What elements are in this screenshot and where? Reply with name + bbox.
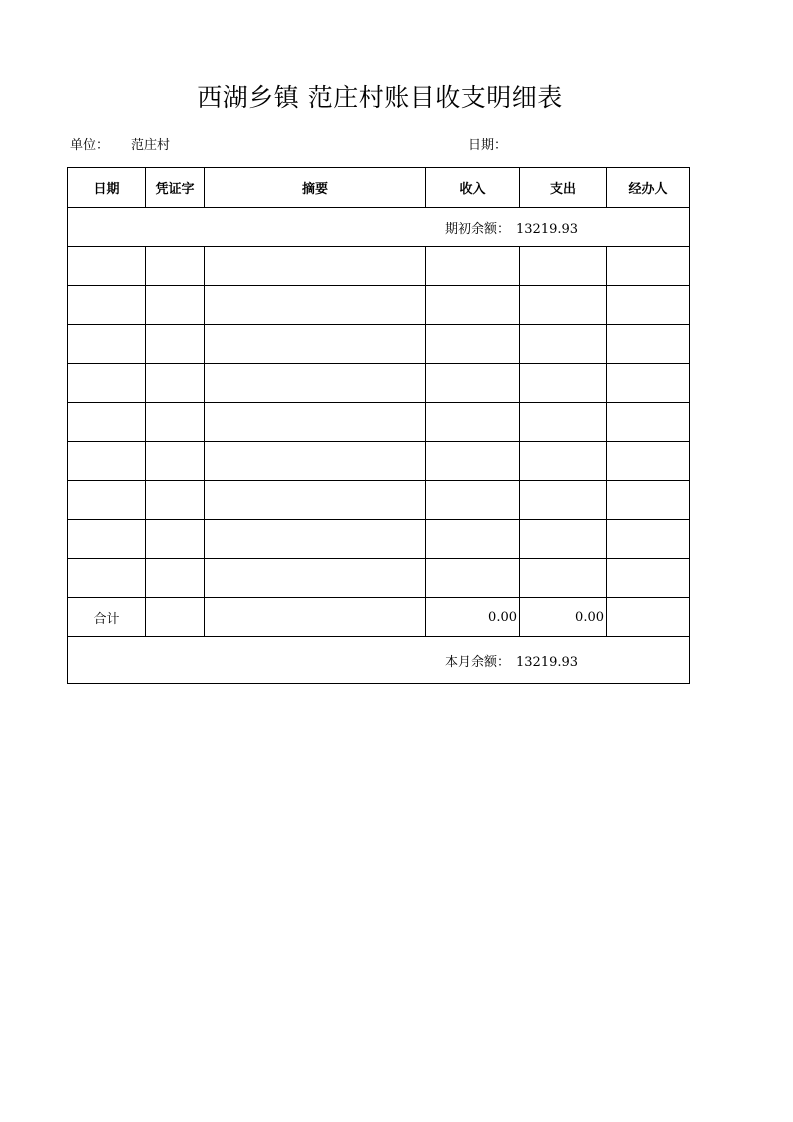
date-cell bbox=[68, 442, 146, 481]
summary-cell bbox=[205, 442, 426, 481]
handler-cell bbox=[607, 286, 690, 325]
unit-label: 单位： bbox=[70, 138, 110, 153]
summary-cell bbox=[205, 403, 426, 442]
summary-cell bbox=[205, 481, 426, 520]
table-row bbox=[68, 325, 690, 364]
closing-balance-label: 本月余额： bbox=[445, 654, 511, 670]
total-expense: 0.00 bbox=[520, 598, 607, 637]
expense-cell bbox=[520, 403, 607, 442]
income-cell bbox=[426, 403, 520, 442]
header-summary: 摘要 bbox=[205, 168, 426, 208]
handler-cell bbox=[607, 559, 690, 598]
table-row bbox=[68, 520, 690, 559]
handler-cell bbox=[607, 325, 690, 364]
unit-value: 范庄村 bbox=[131, 138, 171, 153]
income-cell bbox=[426, 520, 520, 559]
header-row bbox=[68, 168, 690, 208]
header-date: 日期 bbox=[68, 168, 146, 208]
voucher-cell bbox=[146, 559, 205, 598]
table-row bbox=[68, 364, 690, 403]
table-row bbox=[68, 559, 690, 598]
income-cell bbox=[426, 442, 520, 481]
voucher-cell bbox=[146, 403, 205, 442]
summary-cell bbox=[205, 286, 426, 325]
handler-cell bbox=[607, 481, 690, 520]
date-cell bbox=[68, 481, 146, 520]
header-expense: 支出 bbox=[520, 168, 607, 208]
handler-cell bbox=[607, 442, 690, 481]
expense-cell bbox=[520, 286, 607, 325]
voucher-cell bbox=[146, 325, 205, 364]
table-row bbox=[68, 286, 690, 325]
expense-cell bbox=[520, 559, 607, 598]
income-cell bbox=[426, 481, 520, 520]
voucher-cell bbox=[146, 364, 205, 403]
date-cell bbox=[68, 520, 146, 559]
handler-cell bbox=[607, 403, 690, 442]
closing-balance-row bbox=[68, 637, 690, 684]
closing-balance-cell bbox=[68, 637, 690, 684]
total-handler-cell bbox=[607, 598, 690, 637]
opening-balance-row bbox=[68, 208, 690, 247]
table-row bbox=[68, 403, 690, 442]
header-handler: 经办人 bbox=[607, 168, 690, 208]
summary-cell bbox=[205, 247, 426, 286]
voucher-cell bbox=[146, 481, 205, 520]
handler-cell bbox=[607, 364, 690, 403]
summary-cell bbox=[205, 364, 426, 403]
date-cell bbox=[68, 559, 146, 598]
summary-cell bbox=[205, 520, 426, 559]
date-cell bbox=[68, 247, 146, 286]
closing-balance-amount: 13219.93 bbox=[516, 654, 579, 670]
date-label: 日期： bbox=[468, 138, 508, 153]
expense-cell bbox=[520, 442, 607, 481]
handler-cell bbox=[607, 247, 690, 286]
expense-cell bbox=[520, 325, 607, 364]
ledger-table bbox=[67, 167, 690, 684]
expense-cell bbox=[520, 481, 607, 520]
total-label: 合计 bbox=[68, 598, 146, 637]
table-row bbox=[68, 481, 690, 520]
date-cell bbox=[68, 403, 146, 442]
opening-balance-label: 期初余额： bbox=[445, 221, 511, 237]
income-cell bbox=[426, 286, 520, 325]
voucher-cell bbox=[146, 442, 205, 481]
income-cell bbox=[426, 364, 520, 403]
total-income: 0.00 bbox=[426, 598, 520, 637]
income-cell bbox=[426, 559, 520, 598]
date-cell bbox=[68, 364, 146, 403]
opening-balance-cell bbox=[68, 208, 690, 247]
income-cell bbox=[426, 325, 520, 364]
table-row bbox=[68, 442, 690, 481]
total-row bbox=[68, 598, 690, 637]
date-cell bbox=[68, 325, 146, 364]
header-income: 收入 bbox=[426, 168, 520, 208]
summary-cell bbox=[205, 325, 426, 364]
expense-cell bbox=[520, 364, 607, 403]
voucher-cell bbox=[146, 286, 205, 325]
total-voucher-cell bbox=[146, 598, 205, 637]
page-title: 西湖乡镇 范庄村账目收支明细表 bbox=[197, 83, 563, 112]
voucher-cell bbox=[146, 247, 205, 286]
total-summary-cell bbox=[205, 598, 426, 637]
summary-cell bbox=[205, 559, 426, 598]
voucher-cell bbox=[146, 520, 205, 559]
table-row bbox=[68, 247, 690, 286]
opening-balance-amount: 13219.93 bbox=[516, 221, 579, 237]
income-cell bbox=[426, 247, 520, 286]
expense-cell bbox=[520, 247, 607, 286]
date-cell bbox=[68, 286, 146, 325]
expense-cell bbox=[520, 520, 607, 559]
header-voucher: 凭证字 bbox=[146, 168, 205, 208]
handler-cell bbox=[607, 520, 690, 559]
